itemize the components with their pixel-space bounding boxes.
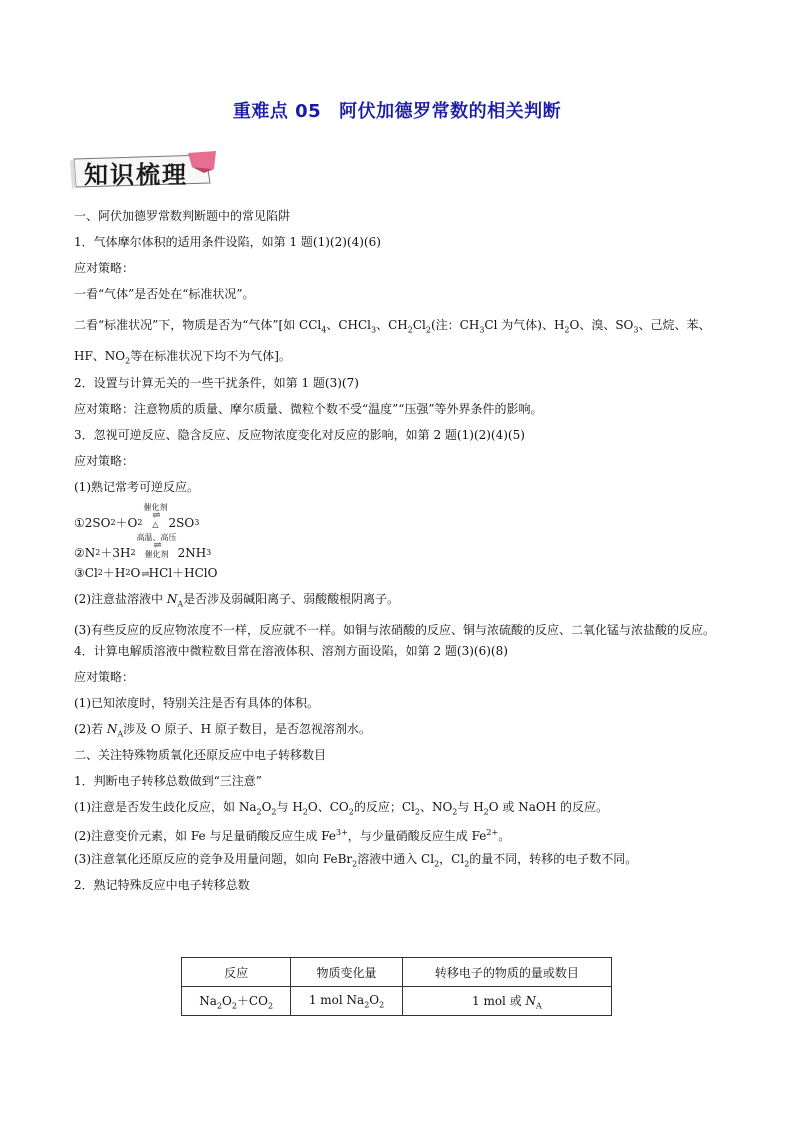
equation-3: ③Cl 2 ＋H 2 O ⇌ HCl＋HClO bbox=[74, 565, 218, 580]
reversible-arrow-icon: 催化剂 ⇌ △ bbox=[143, 502, 168, 529]
title-text: 阿伏加德罗常数的相关判断 bbox=[339, 101, 562, 122]
point-1a: 一看“气体”是否处在“标准状况”。 bbox=[74, 287, 255, 301]
badge-label: 知识梳理 bbox=[84, 160, 188, 189]
point-3c: (3)有些反应的反应物浓度不一样，反应就不一样。如铜与浓硝酸的反应、铜与浓硫酸的反应、二氧化锰与浓盐酸的反应。 bbox=[74, 622, 716, 637]
badge-ribbon bbox=[188, 151, 216, 169]
point-4b: (2)若 $N_A$涉及 O 原子、H 原子数目，是否忽视溶剂水。 bbox=[74, 721, 371, 739]
table-cell-reaction: $Na_2O_2+CO_2$ bbox=[182, 987, 291, 1016]
point-2a: 应对策略：注意物质的质量、摩尔质量、微粒个数不受“温度”“压强”等外界条件的影响。 bbox=[74, 401, 543, 416]
table-header-row bbox=[182, 958, 612, 987]
point-3b: (2)注意盐溶液中 $N_A$是否涉及弱碱阳离子、弱酸酸根阴离子。 bbox=[74, 591, 400, 609]
subpoint-1c: (3)注意氧化还原反应的竞争及用量问题，如向 FeBr$_2$溶液中通入 $Cl_2$，$Cl_2$的量不同，转移的电子数不同。 bbox=[74, 851, 638, 869]
strategy-label-3: 应对策略： bbox=[74, 453, 135, 468]
electron-transfer-table bbox=[181, 957, 612, 1016]
point-4a: (1)已知浓度时，特别关注是否有具体的体积。 bbox=[74, 695, 319, 710]
point-3a: (1)熟记常考可逆反应。 bbox=[74, 479, 199, 494]
equation-1: ①2SO 2 ＋O 2 催化剂 ⇌ △ 2SO 3 bbox=[74, 502, 200, 530]
point-3: 3．忽视可逆反应、隐含反应、反应物浓度变化对反应的影响，如第 2 题(1)(2)(4)(5) bbox=[74, 427, 525, 442]
subpoint-2: 2．熟记特殊反应中电子转移总数 bbox=[74, 877, 250, 892]
subpoint-1: 1．判断电子转移总数做到“三注意” bbox=[74, 773, 262, 788]
point-1: 1．气体摩尔体积的适用条件设陷，如第 1 题(1)(2)(4)(6) bbox=[74, 235, 381, 249]
point-2: 2．设置与计算无关的一些干扰条件，如第 1 题(3)(7) bbox=[74, 375, 359, 390]
table-cell-change: 1 mol $Na_2O_2$ bbox=[291, 987, 403, 1016]
heading-2: 二、关注特殊物质氧化还原反应中电子转移数目 bbox=[74, 747, 327, 762]
subpoint-1a: (1)注意是否发生歧化反应，如 $Na_2O_2$与 $H_2O$、$CO_2$的反应；$Cl_2$、$NO_2$与 $H_2O$ 或 NaOH 的反应。 bbox=[74, 799, 609, 817]
section-badge bbox=[70, 149, 218, 193]
table-header-transfer: 转移电子的物质的量或数目 bbox=[402, 958, 611, 987]
subpoint-1b: (2)注意变价元素，如 Fe 与足量硝酸反应生成 $Fe^{3+}$，与少量硝酸反应生成 $Fe^{2+}$。 bbox=[74, 827, 511, 843]
point-4: 4．计算电解质溶液中微粒数目常在溶液体积、溶剂方面设陷，如第 2 题(3)(6)(8) bbox=[74, 643, 508, 658]
strategy-label-4: 应对策略： bbox=[74, 669, 135, 684]
table-cell-transfer: 1 mol 或 $N_A$ bbox=[402, 987, 611, 1016]
document-body bbox=[74, 208, 730, 903]
table-header-change: 物质变化量 bbox=[291, 958, 403, 987]
page-title bbox=[0, 97, 794, 123]
strategy-label-1: 应对策略： bbox=[74, 261, 135, 275]
title-code: 重难点 05 bbox=[232, 101, 322, 122]
point-1b: 二看“标准状况”下，物质是否为“气体”[如 CCl$_4$、CHCl$_3$、$CH_2Cl_2$(注：$CH_3Cl$ 为气体)、$H_2O$、溴、$SO_3$、己烷、苯、HF、$NO_2$等在标准状况下均不为气体]。 bbox=[74, 318, 711, 366]
table-header-reaction: 反应 bbox=[182, 958, 291, 987]
table-row bbox=[182, 987, 612, 1016]
reversible-arrow-icon: 高温、高压 ⇌ 催化剂 bbox=[136, 532, 177, 559]
heading-1: 一、阿伏加德罗常数判断题中的常见陷阱 bbox=[74, 209, 291, 223]
reversible-arrow-icon: ⇌ bbox=[141, 568, 148, 580]
equation-2: ②N 2 ＋3H 2 高温、高压 ⇌ 催化剂 2NH 3 bbox=[74, 532, 212, 560]
